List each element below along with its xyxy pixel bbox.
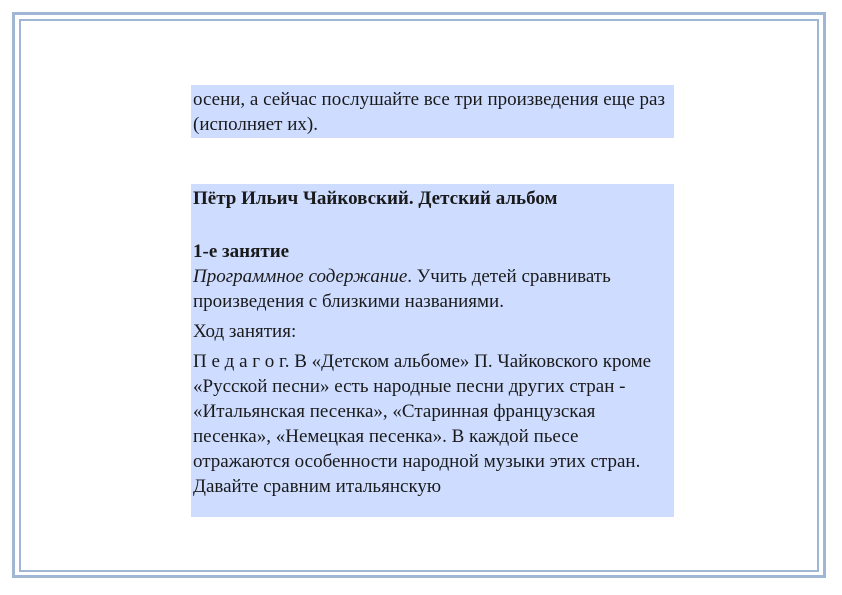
section-heading: Пётр Ильич Чайковский. Детский альбом	[193, 188, 558, 209]
program-text: . Учить детей сравнивать произведения с близкими названиями.	[193, 266, 611, 312]
spacer	[193, 211, 672, 239]
text-block-main	[191, 184, 674, 517]
program-paragraph	[193, 264, 672, 314]
paragraph-continuation: осени, а сейчас послушайте все три произведения еще раз (исполняет их).	[193, 89, 665, 135]
lesson-title: 1-е занятие	[193, 241, 290, 262]
program-label: Программное содержание	[193, 266, 408, 287]
text-block-top	[191, 85, 674, 138]
course-label: Ход занятия:	[193, 321, 297, 342]
teacher-paragraph: П е д а г о г. В «Детском альбоме» П. Чайковского кроме «Русской песни» есть народные песни других стран - «Итальянская песенка», «Старинная французская песенка», «Немецкая песенка». В каждой пьесе отражаются особенности народной музыки этих стран. Давайте сравним итальянскую	[193, 351, 652, 497]
